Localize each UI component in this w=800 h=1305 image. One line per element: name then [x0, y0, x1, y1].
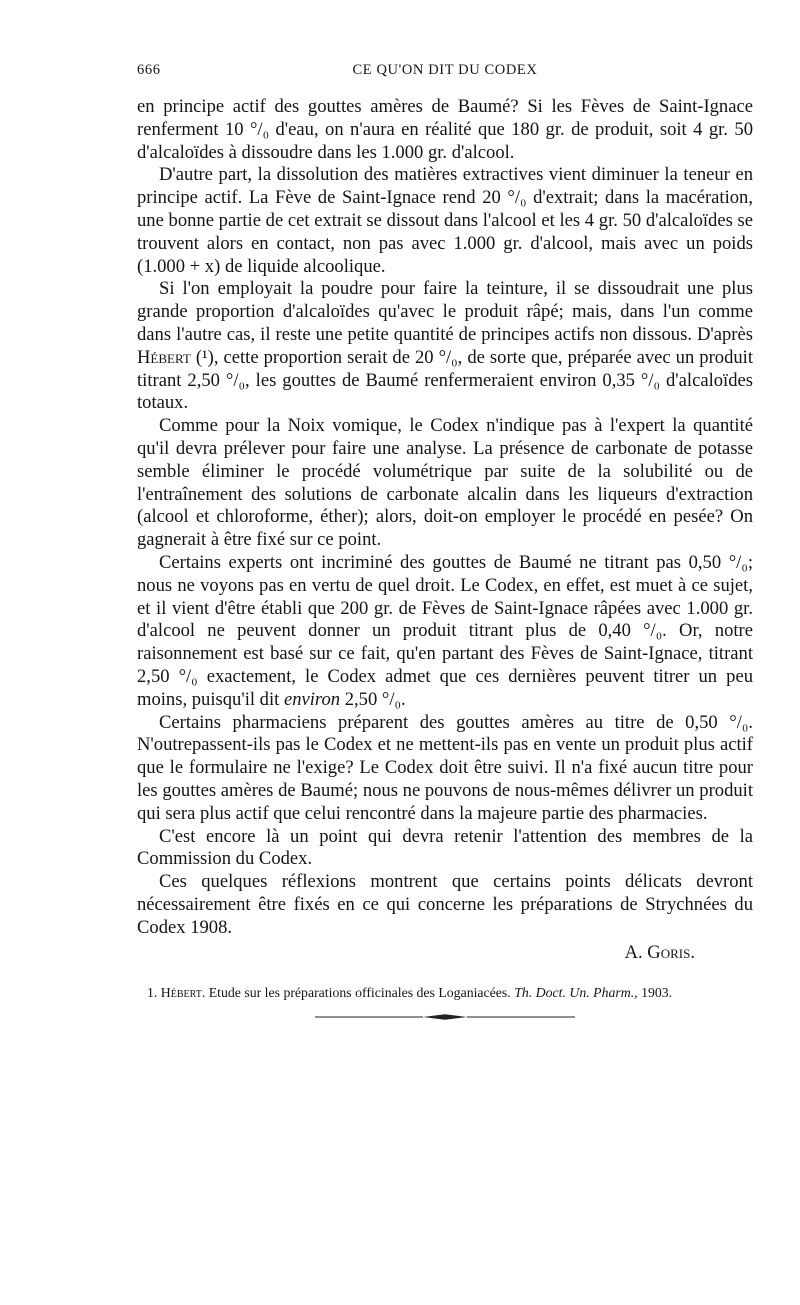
footnote-number: 1.	[147, 985, 161, 1001]
article-body	[137, 96, 753, 939]
page-number: 666	[137, 62, 161, 78]
footnote-publication: Th. Doct. Un. Pharm.	[514, 985, 635, 1001]
paragraph-6: Certains pharmaciens préparent des gouttes amères au titre de 0,50 °/₀. N'outrepassent-ils pas le Codex et ne mettent-ils pas en vente un produit plus actif que le formulaire ne l'exige? Le Codex doit être suivi. Il n'a fixé aucun titre pour les gouttes amères de Baumé; nous ne pouvons de nous-mêmes délivrer un produit qui sera plus actif que celui rencontré dans la majeure partie des pharmacies.	[137, 711, 753, 824]
emphasis-environ: environ	[283, 688, 341, 710]
paragraph-8: Ces quelques réflexions montrent que certains points délicats devront nécessairement être fixés en ce qui concerne les préparations de Strychnées du Codex 1908.	[137, 871, 753, 938]
paragraph-2: D'autre part, la dissolution des matières extractives vient diminuer la teneur en principe actif. La Fève de Saint-Ignace rend 20 °/₀ d'extrait; dans la macération, une bonne partie de cet extrait se dissout dans l'alcool et les 4 gr. 50 d'alcaloïdes se trouvent alors en contact, non pas avec 1.000 gr. d'alcool, mais avec un poids (1.000 + x) de liquide alcoolique.	[137, 164, 753, 277]
paragraph-3-text-end: , cette proportion serait de 20 °/₀, de sorte que, préparée avec un produit titrant 2,50 °/₀, les gouttes de Baumé renfermeraient environ 0,35 °/₀ d'alcaloïdes totaux.	[137, 346, 754, 414]
footnote	[137, 984, 753, 1002]
paragraph-4: Comme pour la Noix vomique, le Codex n'indique pas à l'expert la quantité qu'il devra prélever pour faire une analyse. La présence de carbonate de potasse semble éliminer le procédé volumétrique par suite de la solubilité ou de l'entraînement des solutions de carbonate alcalin dans les liqueurs d'extraction (alcool et chloroforme, éther); alors, doit-on employer le procédé en pesée? On gagnerait à être fixé sur ce point.	[137, 415, 753, 551]
paragraph-1: en principe actif des gouttes amères de Baumé? Si les Fèves de Saint-Ignace renferment 10 °/₀ d'eau, on n'aura en réalité que 180 gr. de produit, soit 4 gr. 50 d'alcaloïdes à dissoudre dans les 1.000 gr. d'alcool.	[137, 96, 753, 163]
footnote-title: . Etude sur les préparations officinales des Loganiacées.	[201, 985, 515, 1001]
running-title: CE QU'ON DIT DU CODEX	[352, 62, 538, 78]
signature-surname: Goris.	[647, 942, 695, 964]
signature-initial: A.	[624, 942, 648, 964]
paragraph-3	[137, 278, 753, 415]
paragraph-5	[137, 552, 753, 712]
paragraph-7: C'est encore là un point qui devra retenir l'attention des membres de la Commission du Codex.	[137, 825, 753, 870]
running-header	[137, 62, 753, 88]
author-signature	[137, 941, 753, 965]
end-ornament-rule	[315, 1012, 575, 1022]
paragraph-5-text-end: 2,50 °/₀.	[340, 688, 406, 710]
paragraph-3-text-start: Si l'on employait la poudre pour faire la teinture, il se dissoudrait une plus grande proportion d'alcaloïdes qu'avec le produit râpé; mais, dans l'un comme dans l'autre cas, il reste une petite quantité de principes actifs non dissous. D'après	[137, 278, 753, 345]
paragraph-5-text-start: Certains experts ont incriminé des gouttes de Baumé ne titrant pas 0,50 °/₀; nous ne voyons pas en vertu de quel droit. Le Codex, en effet, est muet à ce sujet, et il vient d'être établi que 200 gr. de Fèves de Saint-Ignace râpées avec 1.000 gr. d'alcool ne peuvent donner un produit titrant plus de 0,40 °/₀. Or, notre raisonnement est basé sur ce fait, qu'en partant des Fèves de Saint-Ignace, titrant 2,50 °/₀ exactement, le Codex admet que ces dernières peuvent titrer un peu moins, puisqu'il dit	[137, 551, 753, 710]
footnote-author: Hébert	[160, 985, 202, 1001]
footnote-reference: (¹)	[195, 346, 214, 368]
book-page	[137, 62, 753, 1022]
footnote-year: , 1903.	[634, 985, 673, 1001]
cited-author: Hébert	[137, 346, 191, 368]
